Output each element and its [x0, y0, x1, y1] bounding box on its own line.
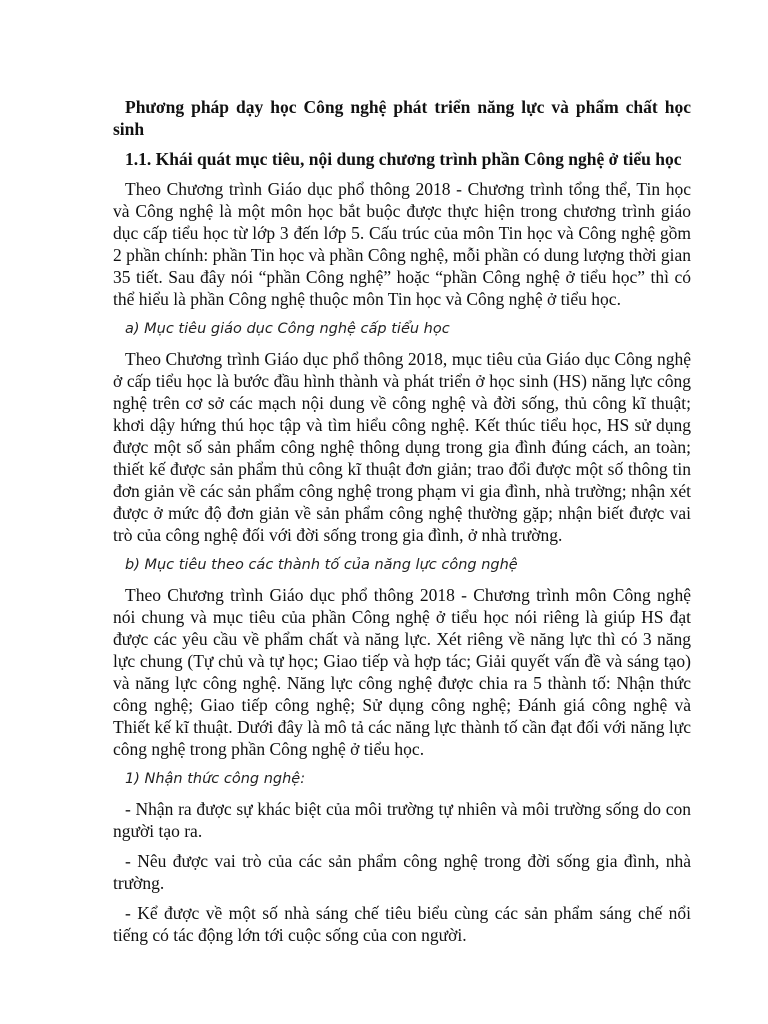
- section-heading: 1.1. Khái quát mục tiêu, nội dung chương trình phần Công nghệ ở tiểu học: [125, 149, 682, 169]
- document-title: Phương pháp dạy học Công nghệ phát triển năng lực và phẩm chất học sinh: [113, 97, 691, 139]
- bullet-item: - Kể được về một số nhà sáng chế tiêu biểu cùng các sản phẩm sáng chế nổi tiếng có tác động lớn tới cuộc sống của con người.: [113, 903, 691, 945]
- bullet-item: - Nhận ra được sự khác biệt của môi trường tự nhiên và môi trường sống do con người tạo ra.: [113, 799, 691, 841]
- paragraph-b: Theo Chương trình Giáo dục phổ thông 2018 - Chương trình môn Công nghệ nói chung và mục tiêu của phần Công nghệ ở tiểu học nói riêng là giúp HS đạt được các yêu cầu về phẩm chất và năng lực. Xét riêng về năng lực thì có 3 năng lực chung (Tự chủ và tự học; Giao tiếp và hợp tác; Giải quyết vấn đề và sáng tạo) và năng lực công nghệ. Năng lực công nghệ được chia ra 5 thành tố: Nhận thức công nghệ; Giao tiếp công nghệ; Sử dụng công nghệ; Đánh giá công nghệ và Thiết kế kĩ thuật. Dưới đây là mô tả các năng lực thành tố cần đạt đối với năng lực công nghệ trong phần Công nghệ ở tiểu học.: [113, 585, 691, 759]
- subheading-1: 1) Nhận thức công nghệ:: [125, 771, 306, 787]
- intro-paragraph: Theo Chương trình Giáo dục phổ thông 2018 - Chương trình tổng thể, Tin học và Công nghệ là một môn học bắt buộc được thực hiện trong chương trình giáo dục cấp tiểu học từ lớp 3 đến lớp 5. Cấu trúc của môn Tin học và Công nghệ gồm 2 phần chính: phần Tin học và phần Công nghệ, mỗi phần có dung lượng thời gian 35 tiết. Sau đây nói “phần Công nghệ” hoặc “phần Công nghệ ở tiểu học” thì có thể hiểu là phần Công nghệ thuộc môn Tin học và Công nghệ ở tiểu học.: [113, 179, 691, 309]
- subheading-a: a) Mục tiêu giáo dục Công nghệ cấp tiểu học: [125, 321, 450, 337]
- subheading-b: b) Mục tiêu theo các thành tố của năng lực công nghệ: [125, 557, 518, 573]
- bullet-item: - Nêu được vai trò của các sản phẩm công nghệ trong đời sống gia đình, nhà trường.: [113, 851, 691, 893]
- paragraph-a: Theo Chương trình Giáo dục phổ thông 2018, mục tiêu của Giáo dục Công nghệ ở cấp tiểu học là bước đầu hình thành và phát triển ở học sinh (HS) năng lực công nghệ trên cơ sở các mạch nội dung về công nghệ và đời sống, thủ công kĩ thuật; khơi dậy hứng thú học tập và tìm hiểu công nghệ. Kết thúc tiểu học, HS sử dụng được một số sản phẩm công nghệ thông dụng trong gia đình đúng cách, an toàn; thiết kế được sản phẩm thủ công kĩ thuật đơn giản; trao đổi được một số thông tin đơn giản về các sản phẩm công nghệ trong phạm vi gia đình, nhà trường; nhận xét được ở mức độ đơn giản về sản phẩm công nghệ thường gặp; nhận biết được vai trò của công nghệ đối với đời sống trong gia đình, ở nhà trường.: [113, 349, 691, 545]
- document-page: [113, 96, 691, 954]
